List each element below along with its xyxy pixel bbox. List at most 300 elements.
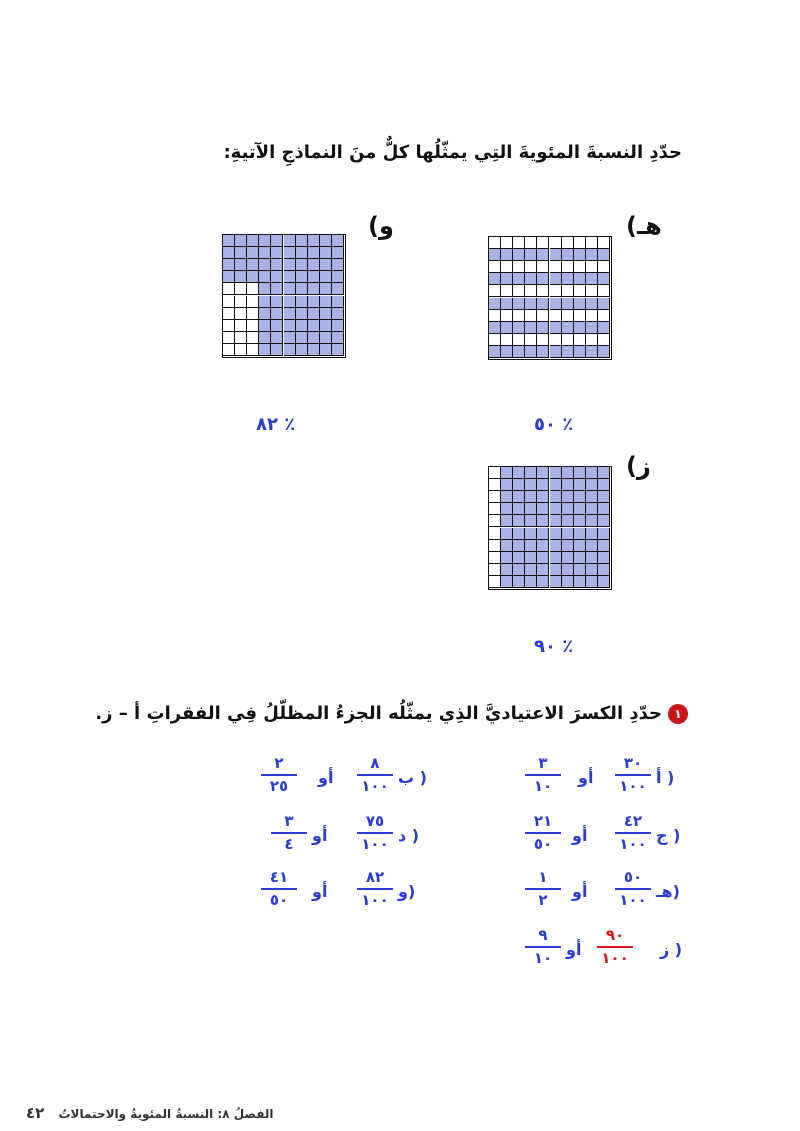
grid-cell [501, 298, 513, 310]
grid-cell [574, 479, 586, 491]
grid-cell [501, 552, 513, 564]
grid-cell [223, 320, 235, 332]
or-word: أو [572, 882, 588, 901]
grid-cell [598, 479, 610, 491]
answer-waw: ٪ ٨٢ [256, 414, 296, 435]
grid-cell [332, 259, 344, 271]
grid-cell [598, 310, 610, 322]
fraction-heh-2: ١ ٢ [520, 870, 566, 908]
grid-cell [574, 334, 586, 346]
grid-cell [598, 576, 610, 588]
grid-cell [513, 322, 525, 334]
grid-cell [247, 247, 259, 259]
grid-cell [550, 540, 562, 552]
grid-cell [598, 322, 610, 334]
grid-cell [525, 564, 537, 576]
grid-cell [525, 261, 537, 273]
grid-cell [235, 271, 247, 283]
grid-cell [247, 259, 259, 271]
grid-cell [501, 261, 513, 273]
grid-cell [586, 249, 598, 261]
grid-cell [537, 528, 549, 540]
grid-cell [537, 237, 549, 249]
grid-cell [586, 346, 598, 358]
grid-cell [550, 503, 562, 515]
grid-cell [501, 273, 513, 285]
grid-cell [489, 564, 501, 576]
grid-cell [586, 491, 598, 503]
grid-cell [537, 515, 549, 527]
grid-cell [525, 237, 537, 249]
grid-cell [537, 564, 549, 576]
grid-cell [586, 503, 598, 515]
hundred-grid-heh [488, 236, 612, 360]
grid-cell [562, 479, 574, 491]
grid-cell [501, 491, 513, 503]
grid-cell [501, 310, 513, 322]
item-label-alef: أ ) [656, 768, 675, 787]
grid-cell [586, 515, 598, 527]
grid-cell [247, 271, 259, 283]
grid-cell [332, 344, 344, 356]
grid-cell [284, 332, 296, 344]
grid-cell [284, 247, 296, 259]
grid-cell [259, 344, 271, 356]
item-label-waw: و) [398, 882, 416, 901]
grid-cell [308, 247, 320, 259]
grid-cell [537, 273, 549, 285]
grid-cell [562, 503, 574, 515]
grid-cell [501, 479, 513, 491]
grid-cell [501, 334, 513, 346]
grid-cell [574, 310, 586, 322]
grid-cell [296, 296, 308, 308]
grid-cell [574, 503, 586, 515]
grid-cell [513, 564, 525, 576]
grid-cell [296, 235, 308, 247]
grid-cell [525, 491, 537, 503]
grid-cell [513, 249, 525, 261]
grid-cell [235, 320, 247, 332]
model-label-zay: ز) [626, 452, 651, 480]
grid-cell [574, 467, 586, 479]
grid-cell [562, 467, 574, 479]
exercise-prompt [95, 703, 688, 724]
grid-cell [501, 515, 513, 527]
grid-cell [574, 552, 586, 564]
grid-cell [271, 308, 283, 320]
answer-heh: ٪ ٥٠ [534, 414, 574, 435]
or-word: أو [572, 826, 588, 845]
grid-cell [320, 308, 332, 320]
grid-cell [586, 564, 598, 576]
grid-cell [562, 346, 574, 358]
grid-cell [296, 344, 308, 356]
grid-cell [489, 249, 501, 261]
grid-cell [271, 332, 283, 344]
grid-cell [574, 273, 586, 285]
grid-cell [562, 576, 574, 588]
item-label-dal: د ) [398, 826, 420, 845]
grid-cell [284, 320, 296, 332]
grid-cell [308, 235, 320, 247]
fraction-dal-1: ٧٥ ١٠٠ [352, 814, 398, 852]
or-word: أو [566, 940, 582, 959]
grid-cell [284, 271, 296, 283]
grid-cell [259, 271, 271, 283]
or-word: أو [312, 882, 328, 901]
item-label-beh: ب ) [398, 768, 427, 787]
grid-cell [513, 285, 525, 297]
grid-cell [550, 322, 562, 334]
grid-cell [259, 235, 271, 247]
grid-cell [586, 540, 598, 552]
item-label-heh: هـ) [656, 882, 680, 901]
grid-cell [537, 298, 549, 310]
grid-cell [586, 479, 598, 491]
grid-cell [525, 528, 537, 540]
grid-cell [223, 259, 235, 271]
grid-cell [332, 235, 344, 247]
grid-cell [489, 528, 501, 540]
or-word: أو [578, 768, 594, 787]
hundred-grid-waw [222, 234, 346, 358]
grid-cell [562, 310, 574, 322]
grid-cell [525, 298, 537, 310]
grid-cell [574, 346, 586, 358]
grid-cell [501, 237, 513, 249]
grid-cell [308, 320, 320, 332]
grid-cell [489, 576, 501, 588]
grid-cell [247, 283, 259, 295]
grid-cell [489, 322, 501, 334]
grid-cell [308, 296, 320, 308]
item-label-jeem: ج ) [656, 826, 681, 845]
grid-cell [296, 308, 308, 320]
item-label-zay: ز ) [660, 940, 683, 959]
grid-cell [259, 308, 271, 320]
grid-cell [247, 296, 259, 308]
grid-cell [574, 261, 586, 273]
grid-cell [320, 344, 332, 356]
grid-cell [296, 247, 308, 259]
grid-cell [501, 249, 513, 261]
grid-cell [574, 515, 586, 527]
page-number: ٤٢ [26, 1104, 45, 1122]
grid-cell [574, 322, 586, 334]
grid-cell [562, 249, 574, 261]
grid-cell [489, 515, 501, 527]
grid-cell [550, 285, 562, 297]
grid-cell [489, 467, 501, 479]
grid-cell [235, 332, 247, 344]
fraction-waw-1: ٨٢ ١٠٠ [352, 870, 398, 908]
hundred-grid-zay [488, 466, 612, 590]
grid-cell [284, 296, 296, 308]
grid-cell [223, 332, 235, 344]
grid-cell [586, 528, 598, 540]
model-label-waw: و) [368, 212, 394, 240]
grid-cell [598, 298, 610, 310]
grid-cell [271, 320, 283, 332]
grid-cell [235, 283, 247, 295]
grid-cell [320, 271, 332, 283]
grid-cell [562, 237, 574, 249]
grid-cell [259, 259, 271, 271]
grid-cell [247, 344, 259, 356]
grid-cell [598, 552, 610, 564]
grid-cell [271, 283, 283, 295]
grid-cell [489, 261, 501, 273]
grid-cell [284, 259, 296, 271]
grid-cell [296, 332, 308, 344]
grid-cell [501, 467, 513, 479]
grid-cell [320, 320, 332, 332]
grid-cell [550, 273, 562, 285]
grid-cell [537, 479, 549, 491]
grid-cell [223, 271, 235, 283]
chapter-title: الفصلُ ٨: النسبةُ المئويةُ والاحتمالاتُ [58, 1107, 274, 1121]
grid-cell [586, 334, 598, 346]
grid-cell [284, 283, 296, 295]
grid-cell [550, 515, 562, 527]
grid-cell [489, 479, 501, 491]
grid-cell [550, 467, 562, 479]
grid-cell [296, 283, 308, 295]
grid-cell [525, 552, 537, 564]
grid-cell [489, 298, 501, 310]
grid-cell [513, 237, 525, 249]
grid-cell [525, 249, 537, 261]
grid-cell [513, 334, 525, 346]
grid-cell [332, 271, 344, 283]
grid-cell [598, 564, 610, 576]
grid-cell [562, 298, 574, 310]
grid-cell [574, 237, 586, 249]
grid-cell [489, 273, 501, 285]
grid-cell [537, 261, 549, 273]
grid-cell [513, 503, 525, 515]
grid-cell [562, 273, 574, 285]
fraction-jeem-2: ٢١ ٥٠ [520, 814, 566, 852]
grid-cell [308, 283, 320, 295]
grid-cell [296, 271, 308, 283]
grid-cell [271, 235, 283, 247]
grid-cell [574, 576, 586, 588]
grid-cell [598, 285, 610, 297]
grid-cell [513, 552, 525, 564]
fraction-beh-1: ٨ ١٠٠ [352, 756, 398, 794]
grid-cell [537, 310, 549, 322]
grid-cell [574, 528, 586, 540]
grid-cell [586, 552, 598, 564]
grid-cell [247, 320, 259, 332]
grid-cell [525, 285, 537, 297]
grid-cell [586, 273, 598, 285]
grid-cell [598, 491, 610, 503]
grid-cell [525, 515, 537, 527]
grid-cell [562, 552, 574, 564]
grid-cell [223, 308, 235, 320]
grid-cell [586, 261, 598, 273]
grid-cell [586, 322, 598, 334]
grid-cell [489, 310, 501, 322]
grid-cell [489, 552, 501, 564]
grid-cell [308, 271, 320, 283]
grid-cell [332, 320, 344, 332]
grid-cell [537, 346, 549, 358]
grid-cell [562, 540, 574, 552]
grid-cell [525, 540, 537, 552]
grid-cell [259, 332, 271, 344]
or-word: أو [318, 768, 334, 787]
grid-cell [562, 491, 574, 503]
grid-cell [320, 332, 332, 344]
grid-cell [550, 491, 562, 503]
grid-cell [574, 491, 586, 503]
grid-cell [525, 334, 537, 346]
grid-cell [513, 467, 525, 479]
exercise-prompt-text: حدّدِ الكسرَ الاعتياديَّ الذِي يمثّلُه الجزءُ المظلّلُ فِي الفقراتِ أ – ز. [95, 703, 662, 724]
grid-cell [513, 261, 525, 273]
grid-cell [525, 273, 537, 285]
grid-cell [247, 235, 259, 247]
grid-cell [586, 467, 598, 479]
grid-cell [562, 261, 574, 273]
fraction-alef-2: ٣ ١٠ [520, 756, 566, 794]
grid-cell [489, 503, 501, 515]
grid-cell [513, 273, 525, 285]
grid-cell [320, 235, 332, 247]
grid-cell [489, 346, 501, 358]
grid-cell [223, 296, 235, 308]
grid-cell [525, 576, 537, 588]
grid-cell [574, 564, 586, 576]
grid-cell [332, 247, 344, 259]
grid-cell [259, 296, 271, 308]
grid-cell [598, 249, 610, 261]
model-label-heh: هـ) [626, 212, 662, 240]
grid-cell [259, 247, 271, 259]
grid-cell [235, 247, 247, 259]
grid-cell [259, 320, 271, 332]
grid-cell [332, 283, 344, 295]
instruction: حدّدِ النسبةَ المئويةَ التِي يمثّلُها كلٌّ منَ النماذجِ الآتيةِ: [223, 142, 682, 163]
grid-cell [598, 503, 610, 515]
fraction-waw-2: ٤١ ٥٠ [256, 870, 302, 908]
grid-cell [537, 322, 549, 334]
grid-cell [271, 259, 283, 271]
grid-cell [489, 540, 501, 552]
grid-cell [598, 334, 610, 346]
grid-cell [320, 259, 332, 271]
grid-cell [598, 273, 610, 285]
grid-cell [550, 334, 562, 346]
grid-cell [223, 283, 235, 295]
grid-cell [320, 247, 332, 259]
grid-cell [586, 310, 598, 322]
grid-cell [308, 259, 320, 271]
grid-cell [550, 528, 562, 540]
grid-cell [574, 298, 586, 310]
grid-cell [598, 467, 610, 479]
grid-cell [550, 576, 562, 588]
grid-cell [598, 528, 610, 540]
fraction-heh-1: ٥٠ ١٠٠ [610, 870, 656, 908]
grid-cell [271, 296, 283, 308]
grid-cell [223, 344, 235, 356]
grid-cell [308, 308, 320, 320]
grid-cell [586, 298, 598, 310]
grid-cell [537, 285, 549, 297]
grid-cell [550, 564, 562, 576]
grid-cell [537, 576, 549, 588]
grid-cell [574, 285, 586, 297]
grid-cell [562, 334, 574, 346]
grid-cell [537, 540, 549, 552]
grid-cell [586, 285, 598, 297]
grid-cell [223, 235, 235, 247]
grid-cell [223, 247, 235, 259]
grid-cell [513, 515, 525, 527]
grid-cell [537, 552, 549, 564]
grid-cell [489, 491, 501, 503]
grid-cell [320, 283, 332, 295]
fraction-beh-2: ٢ ٢٥ [256, 756, 302, 794]
grid-cell [308, 344, 320, 356]
grid-cell [284, 308, 296, 320]
grid-cell [501, 503, 513, 515]
grid-cell [332, 296, 344, 308]
grid-cell [513, 491, 525, 503]
grid-cell [537, 467, 549, 479]
grid-cell [513, 298, 525, 310]
grid-cell [501, 346, 513, 358]
grid-cell [598, 540, 610, 552]
grid-cell [525, 467, 537, 479]
grid-cell [501, 540, 513, 552]
answer-zay: ٪ ٩٠ [534, 636, 574, 657]
fraction-zay-1: ٩٠ ١٠٠ [592, 928, 638, 966]
fraction-jeem-1: ٤٢ ١٠٠ [610, 814, 656, 852]
grid-cell [235, 344, 247, 356]
grid-cell [308, 332, 320, 344]
grid-cell [550, 249, 562, 261]
grid-cell [598, 261, 610, 273]
grid-cell [259, 283, 271, 295]
grid-cell [501, 576, 513, 588]
fraction-dal-2: ٣ ٤ [266, 814, 312, 852]
fraction-zay-2: ٩ ١٠ [520, 928, 566, 966]
grid-cell [562, 515, 574, 527]
grid-cell [537, 491, 549, 503]
grid-cell [271, 271, 283, 283]
grid-cell [598, 346, 610, 358]
grid-cell [332, 308, 344, 320]
grid-cell [235, 308, 247, 320]
grid-cell [574, 540, 586, 552]
grid-cell [501, 322, 513, 334]
grid-cell [537, 334, 549, 346]
grid-cell [525, 479, 537, 491]
grid-cell [501, 564, 513, 576]
grid-cell [537, 503, 549, 515]
grid-cell [332, 332, 344, 344]
grid-cell [550, 310, 562, 322]
grid-cell [513, 479, 525, 491]
grid-cell [550, 298, 562, 310]
grid-cell [598, 515, 610, 527]
